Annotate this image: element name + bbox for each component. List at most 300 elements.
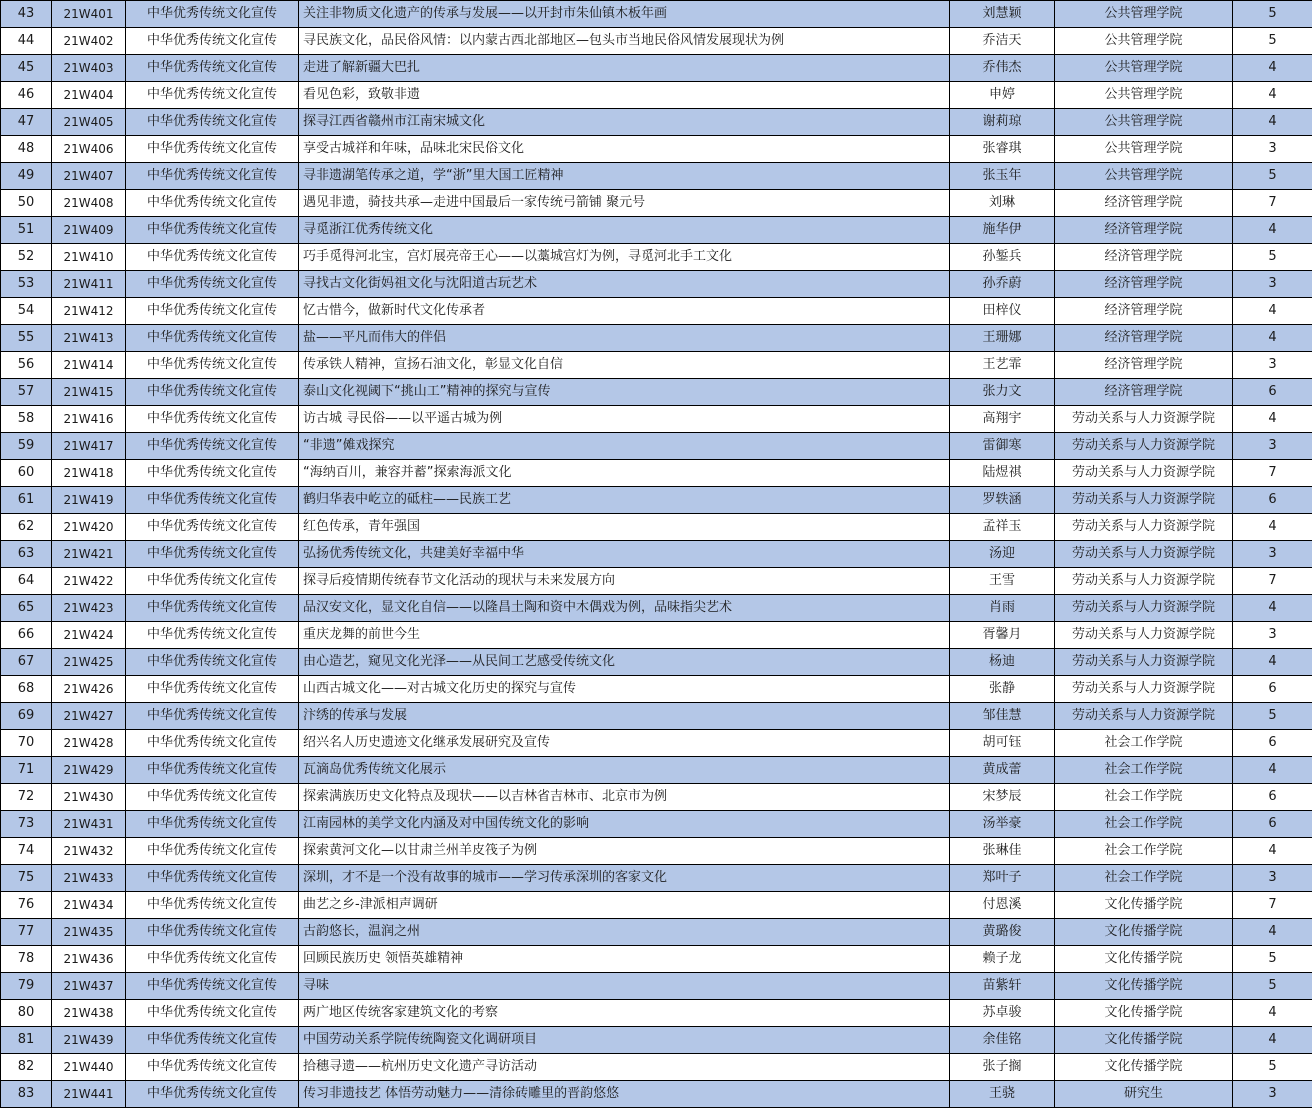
project-code-cell[interactable]: 21W428	[52, 730, 126, 757]
row-number-cell[interactable]: 69	[1, 703, 52, 730]
member-count-cell[interactable]: 4	[1233, 298, 1312, 325]
leader-name-cell[interactable]: 杨迪	[950, 649, 1055, 676]
project-code-cell[interactable]: 21W413	[52, 325, 126, 352]
college-cell[interactable]: 经济管理学院	[1055, 298, 1233, 325]
college-cell[interactable]: 公共管理学院	[1055, 55, 1233, 82]
college-cell[interactable]: 经济管理学院	[1055, 379, 1233, 406]
project-title-cell[interactable]: 寻非遗湖笔传承之道，学“浙”里大国工匠精神	[299, 163, 950, 190]
college-cell[interactable]: 劳动关系与人力资源学院	[1055, 649, 1233, 676]
project-title-cell[interactable]: 探索满族历史文化特点及现状——以吉林省吉林市、北京市为例	[299, 784, 950, 811]
project-title-cell[interactable]: 看见色彩，致敬非遗	[299, 82, 950, 109]
project-title-cell[interactable]: 探索黄河文化—以甘肃兰州羊皮筏子为例	[299, 838, 950, 865]
category-cell[interactable]: 中华优秀传统文化宣传	[126, 1054, 299, 1081]
row-number-cell[interactable]: 66	[1, 622, 52, 649]
row-number-cell[interactable]: 45	[1, 55, 52, 82]
row-number-cell[interactable]: 79	[1, 973, 52, 1000]
project-code-cell[interactable]: 21W404	[52, 82, 126, 109]
leader-name-cell[interactable]: 乔洁天	[950, 28, 1055, 55]
leader-name-cell[interactable]: 刘琳	[950, 190, 1055, 217]
member-count-cell[interactable]: 4	[1233, 514, 1312, 541]
project-title-cell[interactable]: 瓦滴岛优秀传统文化展示	[299, 757, 950, 784]
member-count-cell[interactable]: 5	[1233, 244, 1312, 271]
college-cell[interactable]: 劳动关系与人力资源学院	[1055, 676, 1233, 703]
table-row	[1, 406, 1312, 433]
row-number-cell[interactable]: 50	[1, 190, 52, 217]
project-title-cell[interactable]: 盐——平凡而伟大的伴侣	[299, 325, 950, 352]
table-row	[1, 838, 1312, 865]
category-cell[interactable]: 中华优秀传统文化宣传	[126, 406, 299, 433]
category-cell[interactable]: 中华优秀传统文化宣传	[126, 460, 299, 487]
leader-name-cell[interactable]: 王艺霏	[950, 352, 1055, 379]
row-number-cell[interactable]: 53	[1, 271, 52, 298]
row-number-cell[interactable]: 83	[1, 1081, 52, 1108]
college-cell[interactable]: 公共管理学院	[1055, 82, 1233, 109]
project-code-cell[interactable]: 21W433	[52, 865, 126, 892]
member-count-cell[interactable]: 4	[1233, 109, 1312, 136]
project-code-cell[interactable]: 21W401	[52, 1, 126, 28]
college-cell[interactable]: 劳动关系与人力资源学院	[1055, 703, 1233, 730]
college-cell[interactable]: 社会工作学院	[1055, 811, 1233, 838]
college-cell[interactable]: 社会工作学院	[1055, 730, 1233, 757]
project-title-cell[interactable]: 重庆龙舞的前世今生	[299, 622, 950, 649]
project-title-cell[interactable]: 曲艺之乡-津派相声调研	[299, 892, 950, 919]
project-title-cell[interactable]: 享受古城祥和年味，品味北宋民俗文化	[299, 136, 950, 163]
category-cell[interactable]: 中华优秀传统文化宣传	[126, 541, 299, 568]
project-code-cell[interactable]: 21W419	[52, 487, 126, 514]
project-code-cell[interactable]: 21W435	[52, 919, 126, 946]
college-cell[interactable]: 经济管理学院	[1055, 325, 1233, 352]
row-number-cell[interactable]: 72	[1, 784, 52, 811]
project-code-cell[interactable]: 21W422	[52, 568, 126, 595]
member-count-cell[interactable]: 4	[1233, 1027, 1312, 1054]
leader-name-cell[interactable]: 孟祥玉	[950, 514, 1055, 541]
project-title-cell[interactable]: 寻找古文化街妈祖文化与沈阳道古玩艺术	[299, 271, 950, 298]
category-cell[interactable]: 中华优秀传统文化宣传	[126, 1081, 299, 1108]
leader-name-cell[interactable]: 汤举豪	[950, 811, 1055, 838]
row-number-cell[interactable]: 47	[1, 109, 52, 136]
project-code-cell[interactable]: 21W418	[52, 460, 126, 487]
category-cell[interactable]: 中华优秀传统文化宣传	[126, 892, 299, 919]
project-code-cell[interactable]: 21W425	[52, 649, 126, 676]
row-number-cell[interactable]: 52	[1, 244, 52, 271]
member-count-cell[interactable]: 6	[1233, 676, 1312, 703]
leader-name-cell[interactable]: 雷御寒	[950, 433, 1055, 460]
row-number-cell[interactable]: 75	[1, 865, 52, 892]
leader-name-cell[interactable]: 田梓仪	[950, 298, 1055, 325]
leader-name-cell[interactable]: 郑叶子	[950, 865, 1055, 892]
row-number-cell[interactable]: 70	[1, 730, 52, 757]
project-code-cell[interactable]: 21W411	[52, 271, 126, 298]
row-number-cell[interactable]: 78	[1, 946, 52, 973]
project-title-cell[interactable]: 江南园林的美学文化内涵及对中国传统文化的影响	[299, 811, 950, 838]
project-title-cell[interactable]: 忆古惜今，做新时代文化传承者	[299, 298, 950, 325]
category-cell[interactable]: 中华优秀传统文化宣传	[126, 622, 299, 649]
leader-name-cell[interactable]: 黄成蕾	[950, 757, 1055, 784]
project-title-cell[interactable]: 拾穗寻遗——杭州历史文化遗产寻访活动	[299, 1054, 950, 1081]
row-number-cell[interactable]: 81	[1, 1027, 52, 1054]
row-number-cell[interactable]: 55	[1, 325, 52, 352]
category-cell[interactable]: 中华优秀传统文化宣传	[126, 919, 299, 946]
category-cell[interactable]: 中华优秀传统文化宣传	[126, 865, 299, 892]
row-number-cell[interactable]: 71	[1, 757, 52, 784]
category-cell[interactable]: 中华优秀传统文化宣传	[126, 1000, 299, 1027]
category-cell[interactable]: 中华优秀传统文化宣传	[126, 298, 299, 325]
project-code-cell[interactable]: 21W429	[52, 757, 126, 784]
row-number-cell[interactable]: 82	[1, 1054, 52, 1081]
category-cell[interactable]: 中华优秀传统文化宣传	[126, 271, 299, 298]
member-count-cell[interactable]: 4	[1233, 595, 1312, 622]
college-cell[interactable]: 劳动关系与人力资源学院	[1055, 433, 1233, 460]
leader-name-cell[interactable]: 罗轶涵	[950, 487, 1055, 514]
member-count-cell[interactable]: 4	[1233, 838, 1312, 865]
project-title-cell[interactable]: 鹤归华表中屹立的砥柱——民族工艺	[299, 487, 950, 514]
project-title-cell[interactable]: 寻觅浙江优秀传统文化	[299, 217, 950, 244]
member-count-cell[interactable]: 4	[1233, 1000, 1312, 1027]
project-code-cell[interactable]: 21W441	[52, 1081, 126, 1108]
leader-name-cell[interactable]: 胡可钰	[950, 730, 1055, 757]
project-code-cell[interactable]: 21W430	[52, 784, 126, 811]
college-cell[interactable]: 文化传播学院	[1055, 1000, 1233, 1027]
leader-name-cell[interactable]: 付恩溪	[950, 892, 1055, 919]
project-code-cell[interactable]: 21W405	[52, 109, 126, 136]
project-code-cell[interactable]: 21W402	[52, 28, 126, 55]
college-cell[interactable]: 劳动关系与人力资源学院	[1055, 568, 1233, 595]
project-code-cell[interactable]: 21W420	[52, 514, 126, 541]
member-count-cell[interactable]: 3	[1233, 1081, 1312, 1108]
project-title-cell[interactable]: 走进了解新疆大巴扎	[299, 55, 950, 82]
project-title-cell[interactable]: 品汉安文化，显文化自信——以隆昌土陶和资中木偶戏为例，品味指尖艺术	[299, 595, 950, 622]
member-count-cell[interactable]: 3	[1233, 136, 1312, 163]
member-count-cell[interactable]: 3	[1233, 433, 1312, 460]
college-cell[interactable]: 社会工作学院	[1055, 757, 1233, 784]
leader-name-cell[interactable]: 乔伟杰	[950, 55, 1055, 82]
project-code-cell[interactable]: 21W408	[52, 190, 126, 217]
member-count-cell[interactable]: 4	[1233, 82, 1312, 109]
project-code-cell[interactable]: 21W439	[52, 1027, 126, 1054]
table-row	[1, 811, 1312, 838]
category-cell[interactable]: 中华优秀传统文化宣传	[126, 82, 299, 109]
category-cell[interactable]: 中华优秀传统文化宣传	[126, 433, 299, 460]
leader-name-cell[interactable]: 黄璐俊	[950, 919, 1055, 946]
project-title-cell[interactable]: 泰山文化视阈下“挑山工”精神的探究与宣传	[299, 379, 950, 406]
category-cell[interactable]: 中华优秀传统文化宣传	[126, 190, 299, 217]
table-row	[1, 1027, 1312, 1054]
row-number-cell[interactable]: 80	[1, 1000, 52, 1027]
leader-name-cell[interactable]: 高翔宇	[950, 406, 1055, 433]
member-count-cell[interactable]: 7	[1233, 190, 1312, 217]
member-count-cell[interactable]: 4	[1233, 757, 1312, 784]
leader-name-cell[interactable]: 胥馨月	[950, 622, 1055, 649]
category-cell[interactable]: 中华优秀传统文化宣传	[126, 1027, 299, 1054]
row-number-cell[interactable]: 58	[1, 406, 52, 433]
leader-name-cell[interactable]: 余佳铭	[950, 1027, 1055, 1054]
table-row	[1, 1081, 1312, 1108]
project-code-cell[interactable]: 21W412	[52, 298, 126, 325]
project-title-cell[interactable]: 红色传承，青年强国	[299, 514, 950, 541]
college-cell[interactable]: 劳动关系与人力资源学院	[1055, 460, 1233, 487]
leader-name-cell[interactable]: 张琳佳	[950, 838, 1055, 865]
category-cell[interactable]: 中华优秀传统文化宣传	[126, 703, 299, 730]
member-count-cell[interactable]: 5	[1233, 28, 1312, 55]
leader-name-cell[interactable]: 刘慧颖	[950, 1, 1055, 28]
leader-name-cell[interactable]: 苏卓骏	[950, 1000, 1055, 1027]
member-count-cell[interactable]: 7	[1233, 460, 1312, 487]
project-title-cell[interactable]: 山西古城文化——对古城文化历史的探究与宣传	[299, 676, 950, 703]
row-number-cell[interactable]: 63	[1, 541, 52, 568]
project-title-cell[interactable]: 汴绣的传承与发展	[299, 703, 950, 730]
category-cell[interactable]: 中华优秀传统文化宣传	[126, 487, 299, 514]
category-cell[interactable]: 中华优秀传统文化宣传	[126, 973, 299, 1000]
row-number-cell[interactable]: 68	[1, 676, 52, 703]
category-cell[interactable]: 中华优秀传统文化宣传	[126, 1, 299, 28]
row-number-cell[interactable]: 49	[1, 163, 52, 190]
leader-name-cell[interactable]: 孙乔蔚	[950, 271, 1055, 298]
row-number-cell[interactable]: 43	[1, 1, 52, 28]
leader-name-cell[interactable]: 施华伊	[950, 217, 1055, 244]
project-code-cell[interactable]: 21W440	[52, 1054, 126, 1081]
college-cell[interactable]: 研究生	[1055, 1081, 1233, 1108]
row-number-cell[interactable]: 64	[1, 568, 52, 595]
college-cell[interactable]: 公共管理学院	[1055, 28, 1233, 55]
member-count-cell[interactable]: 6	[1233, 730, 1312, 757]
college-cell[interactable]: 文化传播学院	[1055, 892, 1233, 919]
category-cell[interactable]: 中华优秀传统文化宣传	[126, 595, 299, 622]
college-cell[interactable]: 文化传播学院	[1055, 1054, 1233, 1081]
row-number-cell[interactable]: 77	[1, 919, 52, 946]
project-title-cell[interactable]: 回顾民族历史 领悟英雄精神	[299, 946, 950, 973]
project-code-cell[interactable]: 21W438	[52, 1000, 126, 1027]
table-row	[1, 919, 1312, 946]
leader-name-cell[interactable]: 汤迎	[950, 541, 1055, 568]
member-count-cell[interactable]: 7	[1233, 892, 1312, 919]
college-cell[interactable]: 经济管理学院	[1055, 217, 1233, 244]
college-cell[interactable]: 劳动关系与人力资源学院	[1055, 406, 1233, 433]
project-code-cell[interactable]: 21W427	[52, 703, 126, 730]
project-code-cell[interactable]: 21W409	[52, 217, 126, 244]
category-cell[interactable]: 中华优秀传统文化宣传	[126, 325, 299, 352]
leader-name-cell[interactable]: 张力文	[950, 379, 1055, 406]
member-count-cell[interactable]: 5	[1233, 1054, 1312, 1081]
category-cell[interactable]: 中华优秀传统文化宣传	[126, 28, 299, 55]
row-number-cell[interactable]: 74	[1, 838, 52, 865]
college-cell[interactable]: 文化传播学院	[1055, 919, 1233, 946]
college-cell[interactable]: 公共管理学院	[1055, 1, 1233, 28]
category-cell[interactable]: 中华优秀传统文化宣传	[126, 676, 299, 703]
row-number-cell[interactable]: 65	[1, 595, 52, 622]
project-code-cell[interactable]: 21W416	[52, 406, 126, 433]
member-count-cell[interactable]: 6	[1233, 379, 1312, 406]
member-count-cell[interactable]: 5	[1233, 163, 1312, 190]
row-number-cell[interactable]: 54	[1, 298, 52, 325]
project-code-cell[interactable]: 21W415	[52, 379, 126, 406]
project-code-cell[interactable]: 21W426	[52, 676, 126, 703]
project-title-cell[interactable]: 传习非遗技艺 体悟劳动魅力——清徐砖雕里的晋韵悠悠	[299, 1081, 950, 1108]
project-code-cell[interactable]: 21W403	[52, 55, 126, 82]
college-cell[interactable]: 文化传播学院	[1055, 973, 1233, 1000]
project-title-cell[interactable]: 访古城 寻民俗——以平遥古城为例	[299, 406, 950, 433]
college-cell[interactable]: 经济管理学院	[1055, 271, 1233, 298]
member-count-cell[interactable]: 6	[1233, 784, 1312, 811]
project-code-cell[interactable]: 21W407	[52, 163, 126, 190]
project-title-cell[interactable]: 关注非物质文化遗产的传承与发展——以开封市朱仙镇木板年画	[299, 1, 950, 28]
category-cell[interactable]: 中华优秀传统文化宣传	[126, 811, 299, 838]
category-cell[interactable]: 中华优秀传统文化宣传	[126, 136, 299, 163]
category-cell[interactable]: 中华优秀传统文化宣传	[126, 649, 299, 676]
college-cell[interactable]: 社会工作学院	[1055, 865, 1233, 892]
table-row	[1, 703, 1312, 730]
table-row	[1, 973, 1312, 1000]
category-cell[interactable]: 中华优秀传统文化宣传	[126, 352, 299, 379]
table-row	[1, 1054, 1312, 1081]
project-code-cell[interactable]: 21W423	[52, 595, 126, 622]
college-cell[interactable]: 公共管理学院	[1055, 163, 1233, 190]
project-title-cell[interactable]: 传承铁人精神，宣扬石油文化，彰显文化自信	[299, 352, 950, 379]
project-code-cell[interactable]: 21W434	[52, 892, 126, 919]
member-count-cell[interactable]: 3	[1233, 622, 1312, 649]
row-number-cell[interactable]: 59	[1, 433, 52, 460]
project-title-cell[interactable]: 寻民族文化，品民俗风情：以内蒙古西北部地区—包头市当地民俗风情发展现状为例	[299, 28, 950, 55]
project-title-cell[interactable]: 绍兴名人历史遗迹文化继承发展研究及宣传	[299, 730, 950, 757]
leader-name-cell[interactable]: 孙錾兵	[950, 244, 1055, 271]
category-cell[interactable]: 中华优秀传统文化宣传	[126, 757, 299, 784]
member-count-cell[interactable]: 4	[1233, 406, 1312, 433]
row-number-cell[interactable]: 51	[1, 217, 52, 244]
project-code-cell[interactable]: 21W424	[52, 622, 126, 649]
table-row	[1, 595, 1312, 622]
category-cell[interactable]: 中华优秀传统文化宣传	[126, 109, 299, 136]
college-cell[interactable]: 经济管理学院	[1055, 190, 1233, 217]
project-title-cell[interactable]: 中国劳动关系学院传统陶瓷文化调研项目	[299, 1027, 950, 1054]
college-cell[interactable]: 文化传播学院	[1055, 1027, 1233, 1054]
member-count-cell[interactable]: 4	[1233, 325, 1312, 352]
category-cell[interactable]: 中华优秀传统文化宣传	[126, 784, 299, 811]
leader-name-cell[interactable]: 张子搁	[950, 1054, 1055, 1081]
leader-name-cell[interactable]: 谢莉琼	[950, 109, 1055, 136]
row-number-cell[interactable]: 67	[1, 649, 52, 676]
leader-name-cell[interactable]: 肖雨	[950, 595, 1055, 622]
leader-name-cell[interactable]: 王雪	[950, 568, 1055, 595]
college-cell[interactable]: 劳动关系与人力资源学院	[1055, 541, 1233, 568]
college-cell[interactable]: 社会工作学院	[1055, 784, 1233, 811]
row-number-cell[interactable]: 73	[1, 811, 52, 838]
member-count-cell[interactable]: 6	[1233, 811, 1312, 838]
college-cell[interactable]: 社会工作学院	[1055, 838, 1233, 865]
project-code-cell[interactable]: 21W436	[52, 946, 126, 973]
row-number-cell[interactable]: 60	[1, 460, 52, 487]
leader-name-cell[interactable]: 王珊娜	[950, 325, 1055, 352]
leader-name-cell[interactable]: 张睿琪	[950, 136, 1055, 163]
project-title-cell[interactable]: “海纳百川，兼容并蓄”探索海派文化	[299, 460, 950, 487]
leader-name-cell[interactable]: 王骁	[950, 1081, 1055, 1108]
project-code-cell[interactable]: 21W437	[52, 973, 126, 1000]
category-cell[interactable]: 中华优秀传统文化宣传	[126, 838, 299, 865]
member-count-cell[interactable]: 5	[1233, 946, 1312, 973]
row-number-cell[interactable]: 61	[1, 487, 52, 514]
row-number-cell[interactable]: 56	[1, 352, 52, 379]
college-cell[interactable]: 公共管理学院	[1055, 136, 1233, 163]
college-cell[interactable]: 劳动关系与人力资源学院	[1055, 487, 1233, 514]
category-cell[interactable]: 中华优秀传统文化宣传	[126, 244, 299, 271]
category-cell[interactable]: 中华优秀传统文化宣传	[126, 946, 299, 973]
project-code-cell[interactable]: 21W406	[52, 136, 126, 163]
project-title-cell[interactable]: 探寻江西省赣州市江南宋城文化	[299, 109, 950, 136]
leader-name-cell[interactable]: 邹佳慧	[950, 703, 1055, 730]
category-cell[interactable]: 中华优秀传统文化宣传	[126, 568, 299, 595]
leader-name-cell[interactable]: 陆煜祺	[950, 460, 1055, 487]
member-count-cell[interactable]: 3	[1233, 352, 1312, 379]
project-title-cell[interactable]: 遇见非遗，骑技共承—走进中国最后一家传统弓箭铺 聚元号	[299, 190, 950, 217]
row-number-cell[interactable]: 62	[1, 514, 52, 541]
row-number-cell[interactable]: 46	[1, 82, 52, 109]
project-title-cell[interactable]: “非遗”傩戏探究	[299, 433, 950, 460]
member-count-cell[interactable]: 4	[1233, 55, 1312, 82]
member-count-cell[interactable]: 7	[1233, 568, 1312, 595]
member-count-cell[interactable]: 4	[1233, 217, 1312, 244]
member-count-cell[interactable]: 3	[1233, 541, 1312, 568]
member-count-cell[interactable]: 4	[1233, 649, 1312, 676]
leader-name-cell[interactable]: 申婷	[950, 82, 1055, 109]
member-count-cell[interactable]: 5	[1233, 1, 1312, 28]
college-cell[interactable]: 经济管理学院	[1055, 352, 1233, 379]
member-count-cell[interactable]: 3	[1233, 271, 1312, 298]
category-cell[interactable]: 中华优秀传统文化宣传	[126, 217, 299, 244]
project-code-cell[interactable]: 21W431	[52, 811, 126, 838]
leader-name-cell[interactable]: 苗紫轩	[950, 973, 1055, 1000]
member-count-cell[interactable]: 5	[1233, 703, 1312, 730]
leader-name-cell[interactable]: 张玉年	[950, 163, 1055, 190]
project-title-cell[interactable]: 两广地区传统客家建筑文化的考察	[299, 1000, 950, 1027]
college-cell[interactable]: 公共管理学院	[1055, 109, 1233, 136]
project-code-cell[interactable]: 21W432	[52, 838, 126, 865]
leader-name-cell[interactable]: 张静	[950, 676, 1055, 703]
project-title-cell[interactable]: 古韵悠长，温润之州	[299, 919, 950, 946]
college-cell[interactable]: 劳动关系与人力资源学院	[1055, 514, 1233, 541]
college-cell[interactable]: 经济管理学院	[1055, 244, 1233, 271]
project-title-cell[interactable]: 探寻后疫情期传统春节文化活动的现状与未来发展方向	[299, 568, 950, 595]
member-count-cell[interactable]: 4	[1233, 919, 1312, 946]
project-code-cell[interactable]: 21W417	[52, 433, 126, 460]
category-cell[interactable]: 中华优秀传统文化宣传	[126, 514, 299, 541]
table-row	[1, 541, 1312, 568]
project-title-cell[interactable]: 深圳，才不是一个没有故事的城市——学习传承深圳的客家文化	[299, 865, 950, 892]
table-row	[1, 136, 1312, 163]
leader-name-cell[interactable]: 宋梦辰	[950, 784, 1055, 811]
table-row	[1, 865, 1312, 892]
member-count-cell[interactable]: 3	[1233, 865, 1312, 892]
category-cell[interactable]: 中华优秀传统文化宣传	[126, 163, 299, 190]
project-title-cell[interactable]: 寻味	[299, 973, 950, 1000]
project-title-cell[interactable]: 巧手觅得河北宝，宫灯展亮帝王心——以藁城宫灯为例，寻觅河北手工文化	[299, 244, 950, 271]
row-number-cell[interactable]: 48	[1, 136, 52, 163]
leader-name-cell[interactable]: 赖子龙	[950, 946, 1055, 973]
college-cell[interactable]: 劳动关系与人力资源学院	[1055, 622, 1233, 649]
category-cell[interactable]: 中华优秀传统文化宣传	[126, 379, 299, 406]
college-cell[interactable]: 文化传播学院	[1055, 946, 1233, 973]
category-cell[interactable]: 中华优秀传统文化宣传	[126, 730, 299, 757]
row-number-cell[interactable]: 44	[1, 28, 52, 55]
category-cell[interactable]: 中华优秀传统文化宣传	[126, 55, 299, 82]
project-code-cell[interactable]: 21W410	[52, 244, 126, 271]
project-title-cell[interactable]: 由心造艺，窥见文化光泽——从民间工艺感受传统文化	[299, 649, 950, 676]
member-count-cell[interactable]: 6	[1233, 487, 1312, 514]
row-number-cell[interactable]: 76	[1, 892, 52, 919]
project-code-cell[interactable]: 21W414	[52, 352, 126, 379]
college-cell[interactable]: 劳动关系与人力资源学院	[1055, 595, 1233, 622]
project-code-cell[interactable]: 21W421	[52, 541, 126, 568]
row-number-cell[interactable]: 57	[1, 379, 52, 406]
project-title-cell[interactable]: 弘扬优秀传统文化，共建美好幸福中华	[299, 541, 950, 568]
member-count-cell[interactable]: 5	[1233, 973, 1312, 1000]
